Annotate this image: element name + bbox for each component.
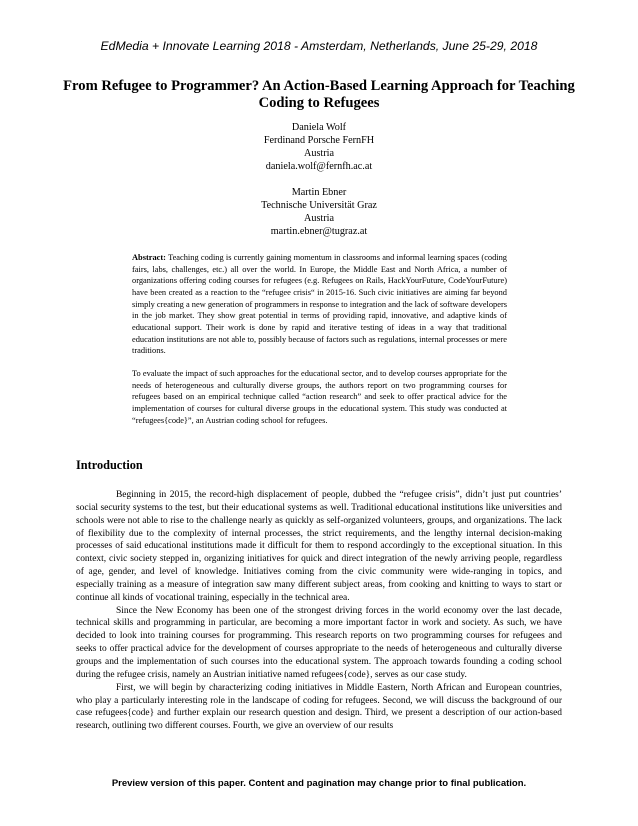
abstract-paragraph xyxy=(132,252,507,357)
author-country: Austria xyxy=(304,148,334,159)
body-paragraph: Beginning in 2015, the record-high displacement of people, dubbed the “refugee crisis”, didn’t just put countries’ social security systems to the test, but their educational systems as well. Traditional educational institutions like universities and schools were not able to rise to the challenge nearly as quickly as self-organized volunteers, groups, and organizations. The lack of flexibility due to the complexity of internal processes, the strict requirements, and the lengthy internal decision-making processes of said educational institutions made it difficult for them to respond accordingly to the exceptional situation. In this context, civic society stepped in, organizing initiatives for quick and direct integration of the newly arriving people, regardless of age, gender, and level of knowledge. Initiatives coming from the civic community were wide-ranging in topics, and especially training as a measure of integration saw many different subject areas, from cooking and knitting to ways to start or continue all kinds of vocational training, especially in the technical area. xyxy=(76,490,562,603)
author-affiliation: Technische Universität Graz xyxy=(261,200,377,211)
abstract xyxy=(132,252,507,426)
author-name: Daniela Wolf xyxy=(291,122,347,133)
preview-notice: Preview version of this paper. Content and pagination may change prior to final publication. xyxy=(111,778,527,789)
body-paragraph: First, we will begin by characterizing coding initiatives in Middle Eastern, North African and European countries, who play a particularly interesting role in the landscape of coding for refugees. Second, we will discuss the background of our case refugees{code} and further explain our research question and design. Third, we present a description of our action-based research, outlining two different courses. Fourth, we give an overview of our results xyxy=(76,682,562,732)
author-block xyxy=(0,121,638,173)
abstract-label: Abstract: xyxy=(132,253,166,262)
author-email: martin.ebner@tugraz.at xyxy=(270,226,368,237)
section-heading-introduction: Introduction xyxy=(76,458,143,472)
abstract-text: Teaching coding is currently gaining momentum in classrooms and informal learning spaces (coding fairs, labs, challenges, etc.) all over the world. In Europe, the Middle East and North Africa, a number of organizations offering coding courses for refugees (e.g. Refugees on Rails, HackYourFuture, CodeYourFuture) have been created as a reaction to the “refugee crisis“ in 2015-16. Such civic initiatives are aiming far beyond simply creating a new generation of programmers in response to integration and the lack of software developers in the job market. They show great potential in terms of providing rapid, innovative, and adaptive kinds of educational support. Their work is done by rapid and iterative testing of ideas in a way that traditional education institutions are not able to, possibly because of factors such as regulations, internal processes or mere traditions. xyxy=(132,253,507,356)
author-name: Martin Ebner xyxy=(291,187,347,198)
author-country: Austria xyxy=(304,213,334,224)
author-affiliation: Ferdinand Porsche FernFH xyxy=(263,135,375,146)
author-block xyxy=(0,186,638,238)
author-email: daniela.wolf@fernfh.ac.at xyxy=(265,161,373,172)
conference-header: EdMedia + Innovate Learning 2018 - Amsterdam, Netherlands, June 25-29, 2018 xyxy=(100,39,538,53)
introduction-body xyxy=(76,489,562,733)
author-list xyxy=(0,121,638,238)
body-paragraph: Since the New Economy has been one of the strongest driving forces in the world economy over the last decade, technical skills and programming in particular, are becoming a more important factor in work and society. As such, we have decided to look into training courses for programming. This research reports on two programming courses for refugees and seeks to offer practical advice for the development of courses appropriate to the needs of heterogeneous and culturally diverse groups and the implementation of such courses into the educational system. The approach towards founding a coding school during the refugee crisis, namely an Austrian initiative named refugees{code}, serves as our case study. xyxy=(76,605,562,680)
abstract-paragraph: To evaluate the impact of such approaches for the educational sector, and to develop courses appropriate for the needs of heterogeneous and culturally diverse groups, the authors report on two programming courses for refugees based on an empirical technique called “action research” and seek to offer practical advice for the implementation of courses for cultural diverse groups in the educational system. This study was conducted at “refugees{code}”, an Austrian coding school for refugees. xyxy=(132,368,507,425)
paper-title: From Refugee to Programmer? An Action-Based Learning Approach for Teaching Coding to Refugees xyxy=(63,78,575,111)
